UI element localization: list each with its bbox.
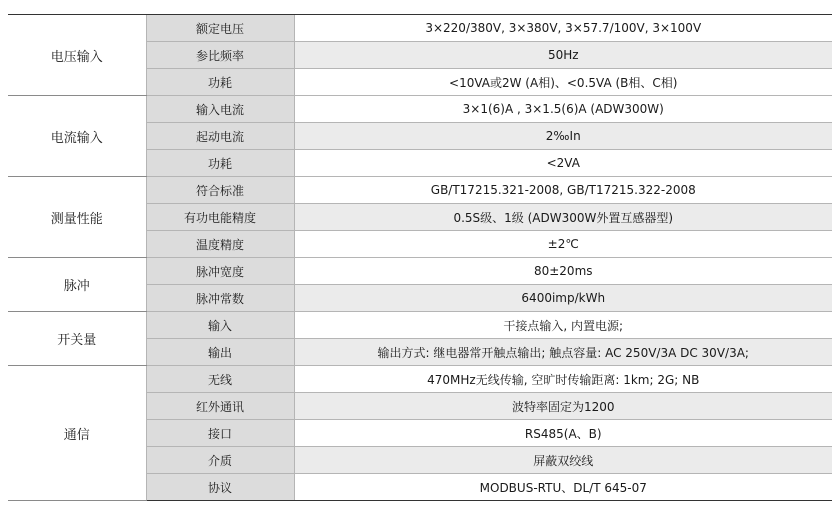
- spec-table: [8, 14, 832, 501]
- param-value: 470MHz无线传输, 空旷时传输距离: 1km; 2G; NB: [294, 366, 832, 393]
- param-label: 额定电压: [146, 15, 294, 42]
- param-label: 有功电能精度: [146, 204, 294, 231]
- param-value: 6400imp/kWh: [294, 285, 832, 312]
- param-value: 50Hz: [294, 42, 832, 69]
- group-switch: 开关量: [8, 312, 146, 366]
- group-current-input: 电流输入: [8, 96, 146, 177]
- param-value: MODBUS-RTU、DL/T 645-07: [294, 474, 832, 501]
- param-value: ±2℃: [294, 231, 832, 258]
- param-value: 0.5S级、1级 (ADW300W外置互感器型): [294, 204, 832, 231]
- param-label: 功耗: [146, 69, 294, 96]
- group-voltage-input: 电压输入: [8, 15, 146, 96]
- param-label: 输入: [146, 312, 294, 339]
- group-measurement: 测量性能: [8, 177, 146, 258]
- param-value: 3×1(6)A , 3×1.5(6)A (ADW300W): [294, 96, 832, 123]
- param-value: GB/T17215.321-2008, GB/T17215.322-2008: [294, 177, 832, 204]
- param-label: 协议: [146, 474, 294, 501]
- table-row: [8, 96, 832, 123]
- param-value: 屏蔽双绞线: [294, 447, 832, 474]
- param-label: 输入电流: [146, 96, 294, 123]
- table-row: [8, 366, 832, 393]
- table-row: [8, 258, 832, 285]
- param-label: 脉冲宽度: [146, 258, 294, 285]
- param-value: 输出方式: 继电器常开触点输出; 触点容量: AC 250V/3A DC 30V/3A;: [294, 339, 832, 366]
- param-value: 干接点输入, 内置电源;: [294, 312, 832, 339]
- table-row: [8, 312, 832, 339]
- param-value: 2‰In: [294, 123, 832, 150]
- param-label: 起动电流: [146, 123, 294, 150]
- param-value: 3×220/380V, 3×380V, 3×57.7/100V, 3×100V: [294, 15, 832, 42]
- table-row: [8, 15, 832, 42]
- param-value: <2VA: [294, 150, 832, 177]
- group-pulse: 脉冲: [8, 258, 146, 312]
- table-row: [8, 177, 832, 204]
- param-value: RS485(A、B): [294, 420, 832, 447]
- param-label: 参比频率: [146, 42, 294, 69]
- param-value: <10VA或2W (A相)、<0.5VA (B相、C相): [294, 69, 832, 96]
- param-label: 红外通讯: [146, 393, 294, 420]
- param-label: 无线: [146, 366, 294, 393]
- param-label: 输出: [146, 339, 294, 366]
- param-value: 80±20ms: [294, 258, 832, 285]
- param-label: 脉冲常数: [146, 285, 294, 312]
- param-label: 符合标准: [146, 177, 294, 204]
- param-label: 功耗: [146, 150, 294, 177]
- param-value: 波特率固定为1200: [294, 393, 832, 420]
- param-label: 介质: [146, 447, 294, 474]
- param-label: 温度精度: [146, 231, 294, 258]
- param-label: 接口: [146, 420, 294, 447]
- group-communication: 通信: [8, 366, 146, 501]
